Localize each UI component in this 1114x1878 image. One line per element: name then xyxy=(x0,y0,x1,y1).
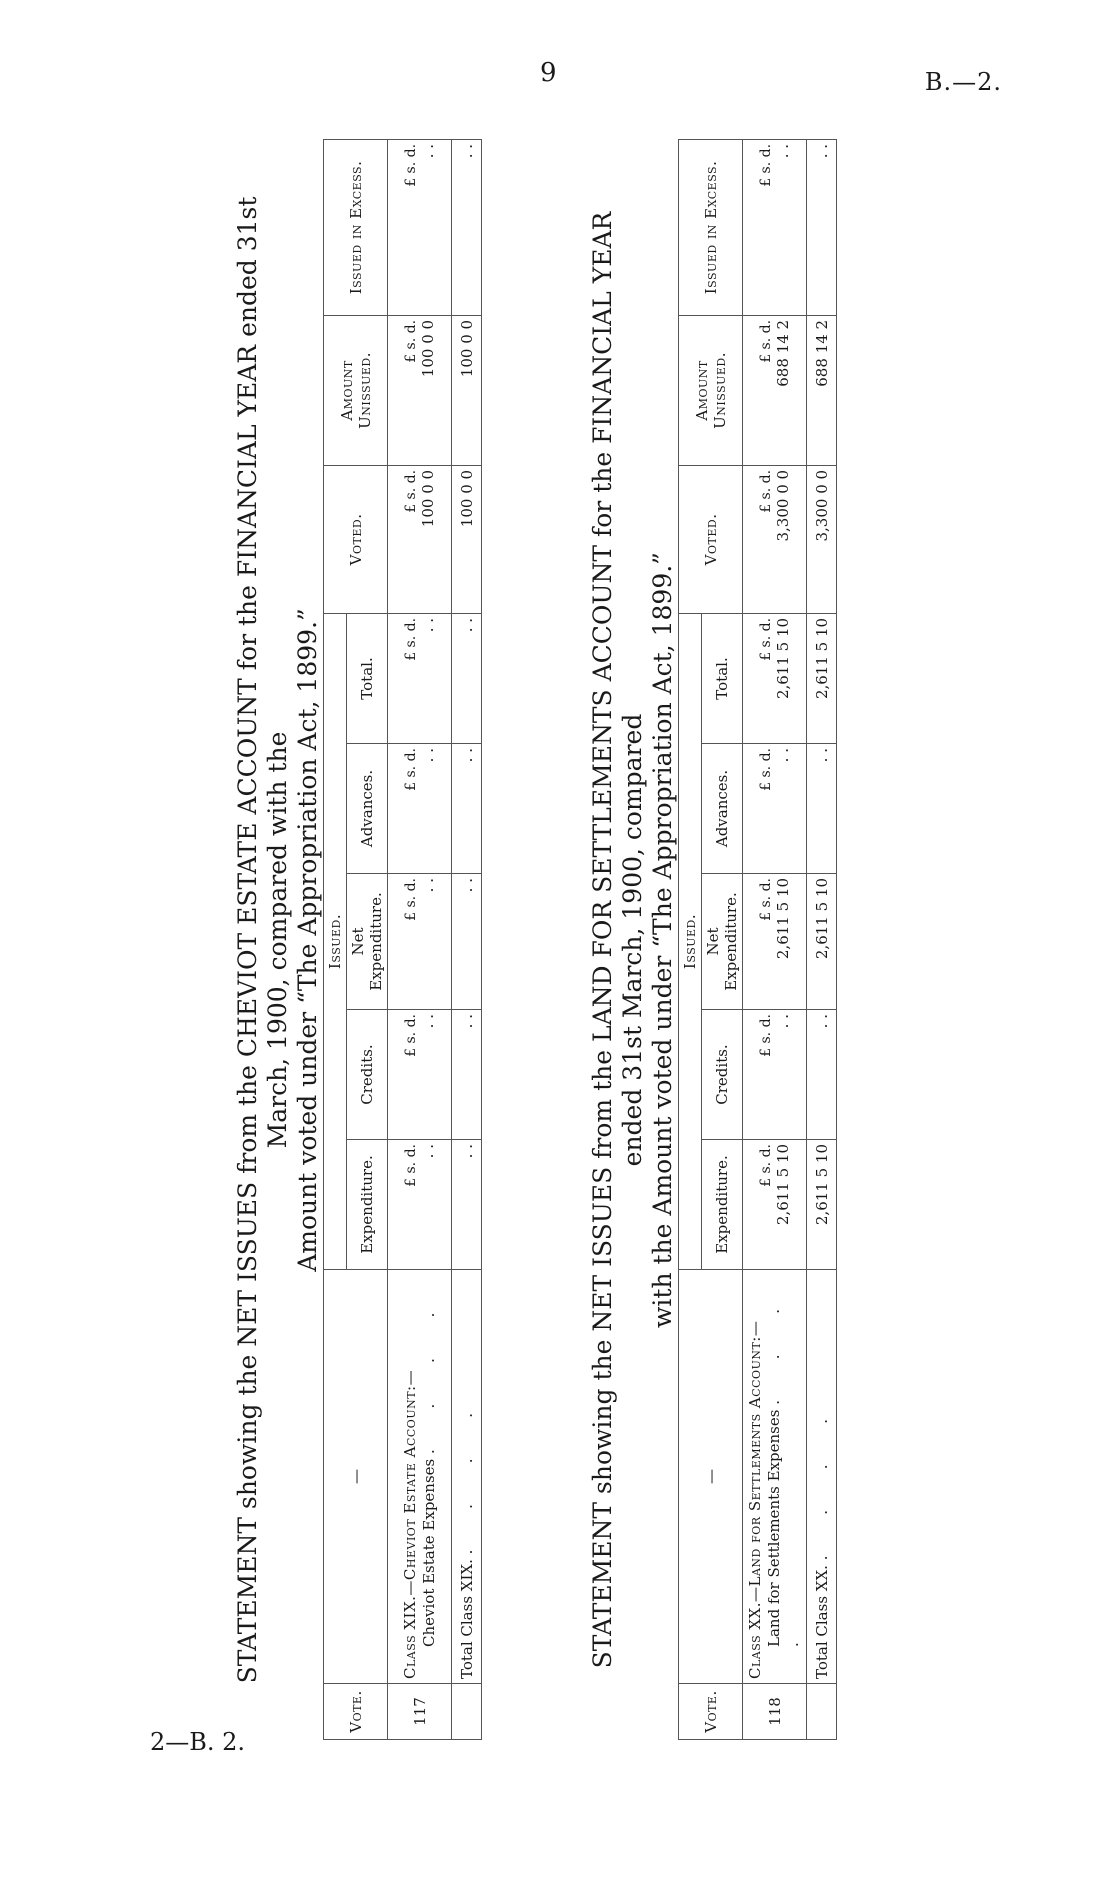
page-reference: B.—2. xyxy=(924,68,1002,96)
statement-subtitle: Amount voted under “The Appropriation Act, 1899.” xyxy=(293,608,322,1272)
total-label: Total Class XIX. xyxy=(457,1559,476,1679)
dot-leader: . . . . xyxy=(765,1290,802,1647)
total-advances: . . xyxy=(452,744,482,874)
row-description xyxy=(743,1270,807,1684)
issued-in-excess-header: Issued in Excess. xyxy=(324,139,388,315)
total-advances: . . xyxy=(807,744,837,874)
expenditure-header: Expenditure. xyxy=(702,1140,743,1270)
units-label: £ s. d. xyxy=(757,1144,774,1187)
vote-number: 117 xyxy=(388,1684,452,1740)
total-amount-unissued: 100 0 0 xyxy=(452,315,482,465)
units-label: £ s. d. xyxy=(402,319,419,363)
credits-cell xyxy=(388,1010,452,1140)
amount-unissued-header: Amount Unissued. xyxy=(679,315,743,465)
statement-heading xyxy=(233,140,323,1740)
issued-header: Issued. xyxy=(679,613,702,1269)
total-total: 2,611 5 10 xyxy=(807,613,837,743)
amount-unissued-header: Amount Unissued. xyxy=(324,315,388,465)
total-cell xyxy=(388,613,452,743)
issued-header: Issued. xyxy=(324,613,347,1269)
units-label: £ s. d. xyxy=(757,319,774,363)
net-expenditure-header: Net Expenditure. xyxy=(702,874,743,1010)
total-value: . . xyxy=(418,617,437,633)
statement-table xyxy=(678,139,837,1740)
total-expenditure: . . xyxy=(452,1140,482,1270)
credits-value: . . xyxy=(773,1014,792,1029)
units-label: £ s. d. xyxy=(402,143,419,187)
table-row xyxy=(743,139,807,1739)
advances-header: Advances. xyxy=(347,744,388,874)
units-label: £ s. d. xyxy=(402,748,419,791)
expenditure-cell xyxy=(388,1140,452,1270)
units-label: £ s. d. xyxy=(757,143,774,187)
net-expenditure-header: Net Expenditure. xyxy=(347,874,388,1010)
blank-header: — xyxy=(679,1270,743,1684)
units-label: £ s. d. xyxy=(757,878,774,921)
voted-header: Voted. xyxy=(324,465,388,613)
advances-cell xyxy=(743,744,807,874)
voted-cell xyxy=(388,465,452,613)
item-label: Cheviot Estate Expenses xyxy=(419,1458,438,1647)
vote-number: 118 xyxy=(743,1684,807,1740)
class-line: Class XIX.—Cheviot Estate Account:— xyxy=(400,1369,419,1679)
expenditure-value: . . xyxy=(418,1144,437,1159)
total-row xyxy=(807,139,837,1739)
vote-header: Vote. xyxy=(324,1684,388,1740)
total-credits: . . xyxy=(452,1010,482,1140)
net-expenditure-cell xyxy=(388,874,452,1010)
advances-value: . . xyxy=(773,748,792,763)
statement-table xyxy=(323,139,482,1740)
credits-header: Credits. xyxy=(702,1010,743,1140)
class-line: Class XX.—Land for Settlements Account:— xyxy=(746,1320,764,1679)
total-header: Total. xyxy=(702,613,743,743)
units-label: £ s. d. xyxy=(757,469,774,513)
total-voted: 100 0 0 xyxy=(452,465,482,613)
voted-value: 3,300 0 0 xyxy=(773,469,792,542)
total-expenditure: 2,611 5 10 xyxy=(807,1140,837,1270)
amount-unissued-cell xyxy=(743,315,807,465)
page-number: 9 xyxy=(540,58,557,88)
advances-cell xyxy=(388,744,452,874)
units-label: £ s. d. xyxy=(402,617,419,661)
units-label: £ s. d. xyxy=(757,748,774,791)
issued-in-excess-header: Issued in Excess. xyxy=(679,139,743,315)
total-label-cell xyxy=(452,1270,482,1684)
total-voted: 3,300 0 0 xyxy=(807,465,837,613)
signature-mark: 2—B. 2. xyxy=(150,1728,246,1756)
total-net-expenditure: . . xyxy=(452,874,482,1010)
units-label: £ s. d. xyxy=(402,878,419,921)
total-header: Total. xyxy=(347,613,388,743)
voted-header: Voted. xyxy=(679,465,743,613)
advances-value: . . xyxy=(418,748,437,763)
dot-leader: . . . . xyxy=(419,1294,438,1454)
total-label-cell xyxy=(807,1270,837,1684)
net-expenditure-value: 2,611 5 10 xyxy=(773,878,792,960)
total-cell xyxy=(743,613,807,743)
amount-unissued-value: 688 14 2 xyxy=(773,319,792,387)
dot-leader: . . . . xyxy=(812,1400,831,1561)
vote-blank xyxy=(452,1684,482,1740)
item-line xyxy=(420,1274,439,1679)
total-label: Total Class XX. xyxy=(812,1565,831,1679)
row-description xyxy=(388,1270,452,1684)
expenditure-header: Expenditure. xyxy=(347,1140,388,1270)
net-expenditure-cell xyxy=(743,874,807,1010)
statement-land-for-settlements xyxy=(588,140,868,1740)
vote-header: Vote. xyxy=(679,1684,743,1740)
units-label: £ s. d. xyxy=(757,617,774,661)
credits-cell xyxy=(743,1010,807,1140)
total-issued-in-excess: . . xyxy=(807,139,837,315)
total-row xyxy=(452,139,482,1739)
amount-unissued-value: 100 0 0 xyxy=(418,319,437,378)
item-label: Land for Settlements Expenses xyxy=(765,1409,783,1647)
total-value: 2,611 5 10 xyxy=(773,617,792,700)
advances-header: Advances. xyxy=(702,744,743,874)
issued-in-excess-cell xyxy=(743,139,807,315)
vote-blank xyxy=(807,1684,837,1740)
issued-in-excess-cell xyxy=(388,139,452,315)
statement-title: STATEMENT showing the NET ISSUES from the LAND FOR SETTLEMENTS ACCOUNT for the FINANCIAL YEAR ended 31st March, 1900, compared xyxy=(588,211,647,1669)
voted-value: 100 0 0 xyxy=(418,469,437,528)
units-label: £ s. d. xyxy=(402,1144,419,1187)
total-net-expenditure: 2,611 5 10 xyxy=(807,874,837,1010)
issued-in-excess-value: . . xyxy=(773,143,792,159)
total-total: . . xyxy=(452,613,482,743)
statement-title: STATEMENT showing the NET ISSUES from the CHEVIOT ESTATE ACCOUNT for the FINANCIAL YEAR ended 31st March, 1900, compared with the xyxy=(233,196,292,1684)
voted-cell xyxy=(743,465,807,613)
units-label: £ s. d. xyxy=(757,1014,774,1057)
credits-header: Credits. xyxy=(347,1010,388,1140)
issued-in-excess-value: . . xyxy=(418,143,437,159)
expenditure-cell xyxy=(743,1140,807,1270)
amount-unissued-cell xyxy=(388,315,452,465)
total-amount-unissued: 688 14 2 xyxy=(807,315,837,465)
table-row xyxy=(388,139,452,1739)
units-label: £ s. d. xyxy=(402,469,419,513)
dot-leader: . . . . xyxy=(457,1394,476,1555)
statement-subtitle: with the Amount voted under “The Appropriation Act, 1899.” xyxy=(648,552,677,1328)
total-issued-in-excess: . . xyxy=(452,139,482,315)
blank-header: — xyxy=(324,1270,388,1684)
units-label: £ s. d. xyxy=(402,1014,419,1057)
statement-cheviot-estate xyxy=(233,140,513,1740)
item-line xyxy=(765,1274,803,1679)
total-credits: . . xyxy=(807,1010,837,1140)
net-expenditure-value: . . xyxy=(418,878,437,893)
expenditure-value: 2,611 5 10 xyxy=(773,1144,792,1226)
statement-heading xyxy=(588,140,678,1740)
credits-value: . . xyxy=(418,1014,437,1029)
